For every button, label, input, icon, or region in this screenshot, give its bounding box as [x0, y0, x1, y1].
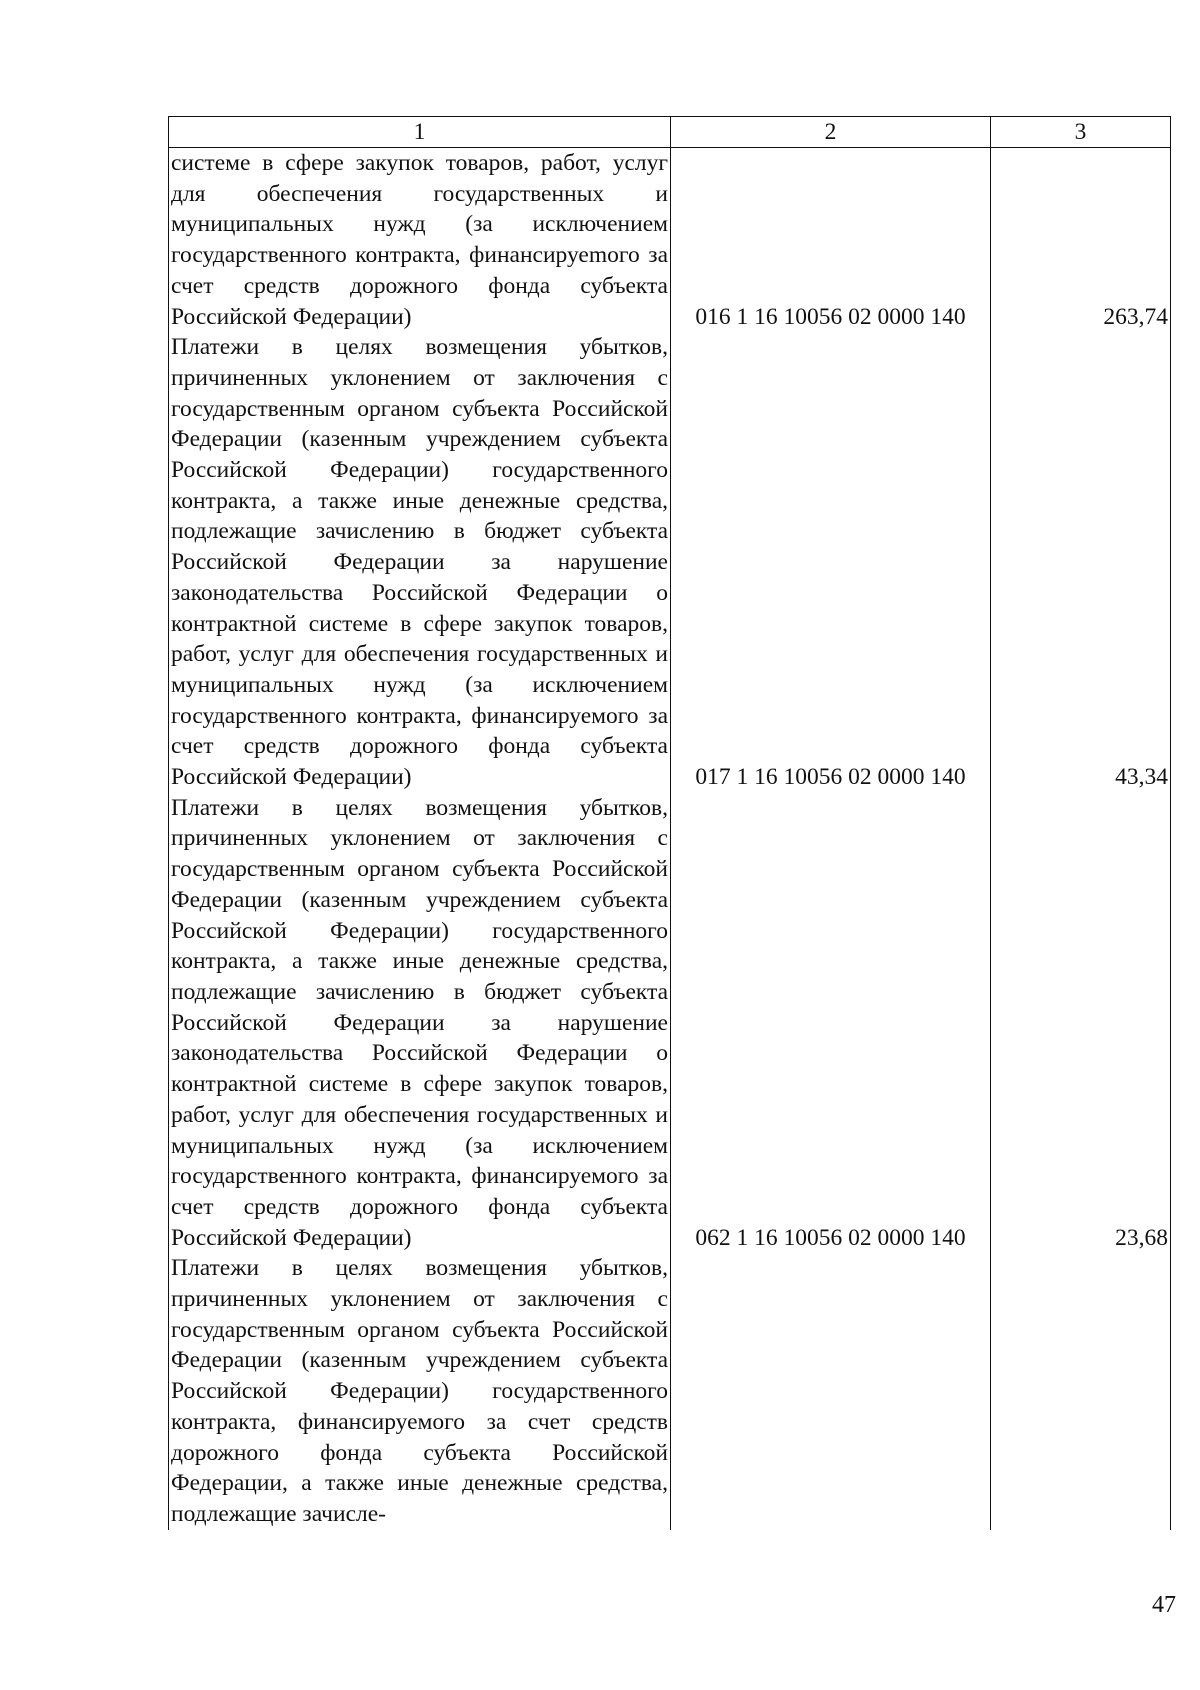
amount-value: 23,68 — [991, 793, 1171, 1254]
payment-description: системе в сфере закупок товаров, работ, услуг для обеспечения государственных и муниципальных нужд (за исключением государственного контракта, финансируеmого за счет средств дорожного фонда субъекта Российской Федерации) — [169, 148, 671, 333]
budget-classification-code — [671, 1253, 991, 1529]
table-header-row — [169, 117, 1171, 148]
payment-description: Платежи в целях возмещения убытков, причиненных уклонением от заключения с государственным органом субъекта Российской Федерации (казенным учреждением субъекта Российской Федерации) государственного контракта, а также иные денежные средства, подлежащие зачислению в бюджет субъекта Российской Федерации за нарушение законодательства Российской Федерации о контрактной системе в сфере закупок товаров, работ, услуг для обеспечения государственных и муниципальных нужд (за исключением государственного контракта, финансируемого за счет средств дорожного фонда субъекта Российской Федерации) — [169, 332, 671, 793]
table-row — [169, 793, 1171, 1254]
payment-description: Платежи в целях возмещения убытков, причиненных уклонением от заключения с государственным органом субъекта Российской Федерации (казенным учреждением субъекта Российской Федерации) государственного контракта, финансируемого за счет средств дорожного фонда субъекта Российской Федерации, а также иные денежные средства, подлежащие зачисле- — [169, 1253, 671, 1529]
budget-classification-code: 017 1 16 10056 02 0000 140 — [671, 332, 991, 793]
column-header-3: 3 — [991, 117, 1171, 148]
budget-classification-code: 016 1 16 10056 02 0000 140 — [671, 148, 991, 333]
page-number: 47 — [1152, 1592, 1176, 1618]
column-header-2: 2 — [671, 117, 991, 148]
amount-value — [991, 1253, 1171, 1529]
payment-description: Платежи в целях возмещения убытков, причиненных уклонением от заключения с государственным органом субъекта Российской Федерации (казенным учреждением субъекта Российской Федерации) государственного контракта, а также иные денежные средства, подлежащие зачислению в бюджет субъекта Российской Федерации за нарушение законодательства Российской Федерации о контрактной системе в сфере закупок товаров, работ, услуг для обеспечения государственных и муниципальных нужд (за исключением государственного контракта, финансируемого за счет средств дорожного фонда субъекта Российской Федерации) — [169, 793, 671, 1254]
table-row — [169, 332, 1171, 793]
budget-revenue-table — [168, 116, 1171, 1530]
budget-classification-code: 062 1 16 10056 02 0000 140 — [671, 793, 991, 1254]
column-header-1: 1 — [169, 117, 671, 148]
table-row — [169, 148, 1171, 333]
amount-value: 263,74 — [991, 148, 1171, 333]
table-row — [169, 1253, 1171, 1529]
amount-value: 43,34 — [991, 332, 1171, 793]
